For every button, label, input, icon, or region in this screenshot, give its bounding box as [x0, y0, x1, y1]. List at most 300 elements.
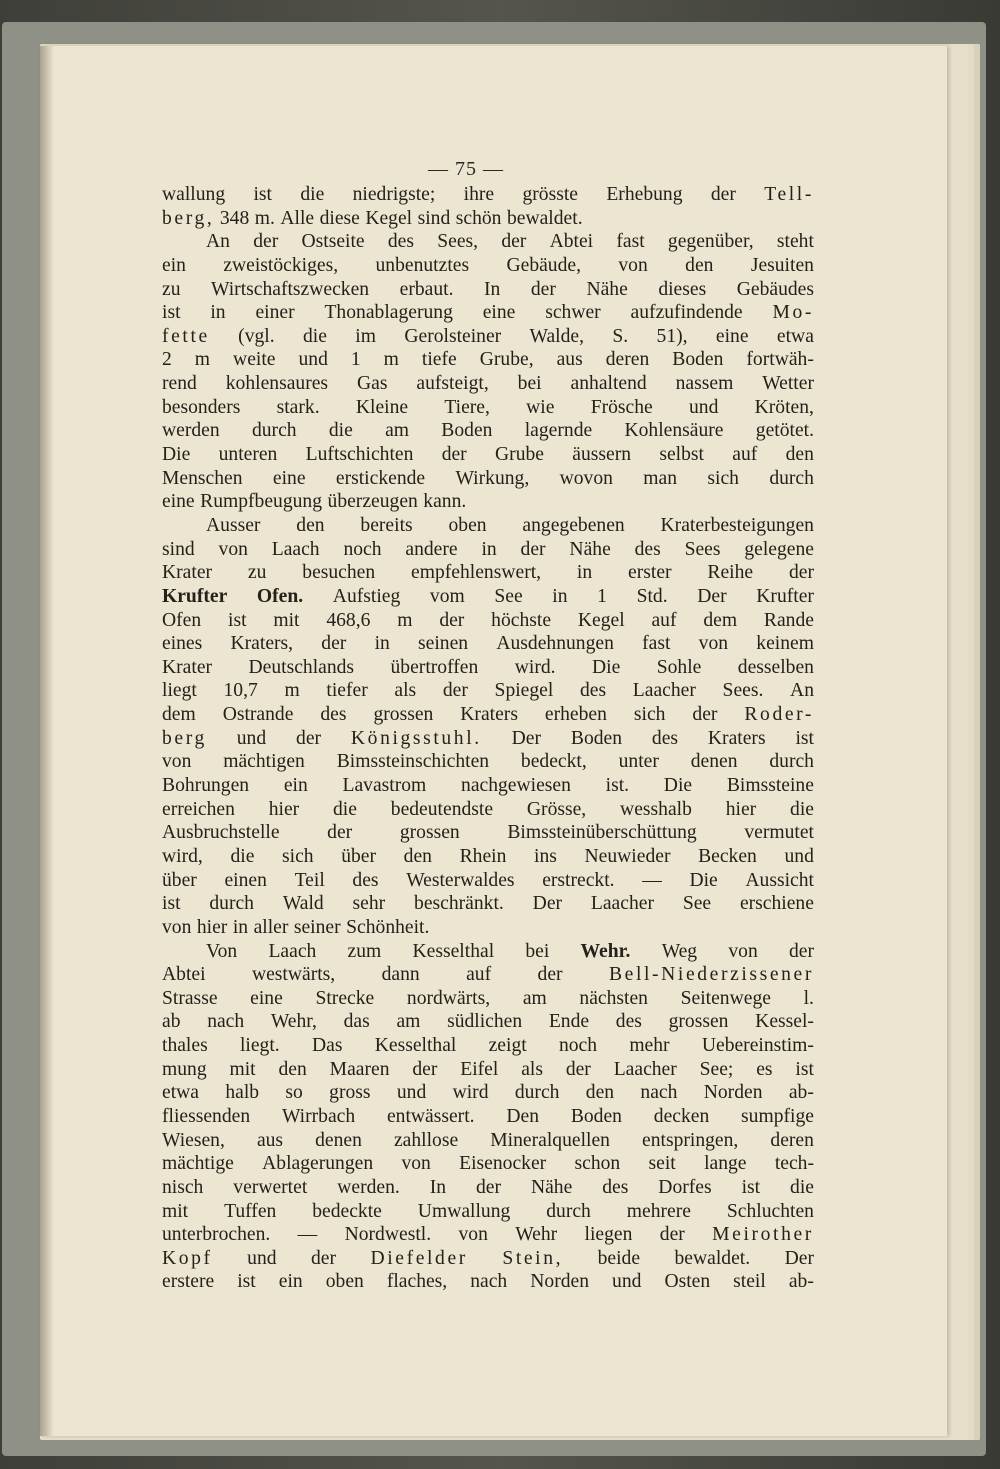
word: liegt. — [239, 1035, 280, 1057]
word: das — [343, 1011, 370, 1033]
word: diese — [319, 207, 360, 229]
word: ist — [253, 184, 272, 205]
word: schwer — [545, 302, 601, 324]
text-line — [162, 538, 814, 562]
word: Bell-Niederzissener — [608, 964, 814, 986]
word: tiefe — [421, 349, 457, 371]
word: eines — [162, 633, 203, 655]
word: der — [537, 964, 563, 986]
word: ein — [162, 254, 186, 276]
word: Der — [784, 1247, 814, 1269]
word: bewaldet. — [674, 1247, 751, 1269]
word: Ostrande — [222, 704, 294, 726]
word: Tuffen — [224, 1200, 277, 1222]
word: der — [530, 278, 556, 300]
word: sumpfige — [741, 1105, 814, 1127]
word: Ausbruchstelle — [162, 822, 280, 844]
word: mächtigen — [223, 751, 305, 773]
word: ins — [534, 845, 557, 867]
word: Alle — [280, 207, 315, 229]
text-line — [162, 1034, 814, 1058]
word: südlichen — [447, 1011, 523, 1033]
word: unter — [618, 751, 659, 773]
word: Tell- — [764, 184, 814, 205]
word: Gebäude, — [506, 254, 581, 276]
word: getötet. — [755, 420, 814, 442]
word: Mineralquellen — [490, 1129, 610, 1151]
word: entspringen, — [642, 1129, 739, 1151]
word: beschränkt. — [414, 893, 504, 915]
word: rend — [162, 373, 197, 395]
word: bereits — [360, 514, 413, 536]
word: der — [788, 940, 814, 962]
word: vermutet — [744, 822, 814, 844]
word: werden. — [337, 1176, 400, 1198]
word: seit — [648, 1153, 676, 1175]
word: angegebenen — [522, 514, 625, 536]
word: hier — [725, 798, 757, 820]
word: lange — [704, 1153, 747, 1175]
word: aller — [253, 916, 289, 938]
word: Abtei — [162, 964, 206, 986]
text-line — [162, 1270, 814, 1294]
word: aus — [256, 1129, 284, 1151]
word: berg — [162, 727, 207, 749]
word: Kohlensäure — [624, 420, 724, 442]
word: bei — [525, 940, 550, 962]
word: des — [352, 869, 379, 891]
word: l. — [803, 987, 814, 1009]
word: Gerolsteiner — [404, 325, 502, 347]
word: nisch — [162, 1176, 204, 1198]
word: der — [501, 231, 527, 253]
word: eine — [482, 302, 516, 324]
text-line — [162, 1081, 814, 1105]
word: Osten — [664, 1271, 711, 1293]
word: der — [327, 822, 353, 844]
body-text — [162, 183, 814, 1294]
word: wallung — [162, 184, 226, 205]
word: von — [218, 538, 248, 560]
word: Norden — [703, 1082, 763, 1104]
text-line — [162, 703, 814, 727]
word: steil — [733, 1271, 766, 1293]
word: aufsteigt, — [416, 373, 489, 395]
word: dieses — [658, 278, 707, 300]
word: unterbrochen. — [162, 1224, 271, 1246]
word: Diefelder — [370, 1247, 468, 1269]
word: die — [333, 798, 357, 820]
word: die — [230, 845, 255, 867]
word: des — [387, 231, 414, 253]
word: Thonablagerung — [324, 302, 453, 324]
word: sind — [162, 538, 195, 560]
word: es — [756, 1058, 773, 1080]
word: am — [522, 987, 547, 1009]
word: Schönheit. — [346, 916, 430, 938]
word: Teil — [294, 869, 325, 891]
word: besonders — [162, 396, 241, 418]
word: fast — [642, 633, 671, 655]
word: von — [698, 633, 729, 655]
text-line — [162, 940, 814, 964]
word: auf — [651, 609, 677, 631]
text-line — [162, 869, 814, 893]
word: seiner — [293, 916, 341, 938]
word: durch — [514, 1082, 560, 1104]
word: Krater — [162, 562, 213, 584]
text-line — [162, 750, 814, 774]
word: dann — [381, 964, 420, 986]
word: beide — [597, 1247, 641, 1269]
word: der — [659, 1224, 685, 1246]
word: ist — [162, 893, 181, 915]
word: Kraterbesteigungen — [660, 514, 814, 536]
word: Wehr, — [270, 1011, 317, 1033]
word: Westerwaldes — [406, 869, 515, 891]
word: Sees, — [437, 231, 479, 253]
word: nassem — [675, 373, 734, 395]
word: des — [634, 538, 661, 560]
book-page — [40, 46, 947, 1436]
text-line — [162, 656, 814, 680]
word: Kesselthal — [412, 940, 495, 962]
word: wovon — [559, 467, 613, 489]
word: den — [585, 1082, 615, 1104]
word: See; — [699, 1058, 734, 1080]
word: 1 — [350, 349, 361, 371]
word: Laacher — [590, 893, 654, 915]
word: der — [565, 1058, 591, 1080]
word: ab- — [788, 1271, 814, 1293]
text-line — [162, 632, 814, 656]
word: der — [321, 633, 347, 655]
word: denen — [315, 1129, 362, 1151]
word: noch — [558, 1035, 598, 1057]
word: Deutschlands — [248, 656, 355, 678]
word: erheben — [544, 704, 607, 726]
word: grossen — [373, 704, 434, 726]
word: Wiesen, — [162, 1129, 225, 1151]
text-line — [162, 372, 814, 396]
text-line — [162, 278, 814, 302]
word: Sees. — [722, 680, 764, 702]
word: zeigt — [488, 1035, 527, 1057]
word: Aufstieg — [332, 585, 401, 607]
word: decken — [653, 1105, 710, 1127]
word: gross — [329, 1082, 371, 1104]
word: noch — [343, 538, 382, 560]
word: Uebereinstim- — [701, 1035, 814, 1057]
word: Rumpfbeugung — [200, 491, 323, 513]
word: Die — [591, 656, 621, 678]
word: zu — [247, 562, 267, 584]
text-line — [162, 1176, 814, 1200]
word: stark. — [276, 396, 320, 418]
word: den — [685, 254, 714, 276]
word: Becken — [698, 845, 757, 867]
word: Boden — [672, 349, 724, 371]
word: Abtei — [549, 231, 594, 253]
word: denen — [690, 751, 738, 773]
word: Der — [532, 893, 563, 915]
word: grösste — [522, 184, 578, 205]
word: Ausdehnungen — [496, 633, 614, 655]
word: aus — [556, 349, 583, 371]
word: 10,7 — [223, 680, 258, 702]
word: Boden — [570, 1105, 622, 1127]
word: Kraters — [460, 704, 518, 726]
text-line — [162, 609, 814, 633]
word: tech- — [774, 1153, 814, 1175]
text-line — [162, 207, 814, 231]
word: dem — [162, 704, 196, 726]
word: und — [396, 1082, 427, 1104]
word: Rande — [763, 609, 814, 631]
word: den — [296, 514, 325, 536]
text-line — [162, 774, 814, 798]
text-line — [162, 1223, 814, 1247]
word: See — [682, 893, 712, 915]
word: Laacher — [632, 680, 696, 702]
word: der — [439, 609, 465, 631]
word: sich — [707, 467, 739, 489]
word: Reihe — [707, 562, 754, 584]
word: Königsstuhl. — [350, 727, 482, 749]
word: von — [162, 916, 192, 938]
word: Kessel- — [755, 1011, 814, 1033]
word: und — [236, 727, 267, 749]
word: über — [341, 845, 377, 867]
word: m — [194, 349, 211, 371]
word: Spiegel — [494, 680, 554, 702]
word: Kleine — [355, 396, 409, 418]
word: der — [475, 1176, 502, 1198]
word: m — [284, 680, 300, 702]
word: Jesuiten — [750, 254, 814, 276]
word: hier — [196, 916, 228, 938]
text-line — [162, 443, 814, 467]
word: sind — [417, 207, 451, 229]
word: 348 — [219, 207, 250, 229]
word: Kopf — [162, 1247, 213, 1269]
text-line — [162, 325, 814, 349]
word: ist — [795, 727, 814, 749]
word: am — [396, 1011, 421, 1033]
word: Grube — [495, 444, 544, 466]
word: die — [790, 1176, 814, 1198]
word: Laacher — [613, 1058, 677, 1080]
word: etwa — [162, 1082, 199, 1104]
word: ab- — [788, 1082, 814, 1104]
word: mehr — [629, 1035, 670, 1057]
word: als — [394, 680, 417, 702]
word: nach — [470, 1271, 508, 1293]
word: durch — [769, 751, 814, 773]
word: westwärts, — [251, 964, 336, 986]
word: Wetter — [762, 373, 814, 395]
word: einen — [224, 869, 267, 891]
word: als — [521, 1058, 543, 1080]
word: Std. — [636, 585, 668, 607]
word: von — [728, 940, 758, 962]
word: überzeugen — [327, 491, 418, 513]
word: des — [580, 680, 607, 702]
word: An — [206, 231, 230, 253]
word: Boden — [441, 420, 493, 442]
word: Wehr — [515, 1224, 558, 1246]
word: grossen — [399, 822, 460, 844]
word: der — [253, 231, 279, 253]
word: 1 — [597, 585, 607, 607]
text-line — [162, 1058, 814, 1082]
word: und — [247, 1247, 277, 1269]
word: so — [285, 1082, 303, 1104]
word: Aussicht — [745, 869, 814, 891]
word: in — [374, 633, 390, 655]
word: Menschen — [162, 467, 243, 489]
word: Rhein — [459, 845, 507, 867]
word: der — [441, 444, 467, 466]
word: werden — [162, 420, 220, 442]
word: wird, — [162, 845, 203, 867]
word: eine — [715, 325, 749, 347]
word: Das — [311, 1035, 343, 1057]
word: zum — [347, 940, 382, 962]
text-line — [162, 254, 814, 278]
text-line — [162, 1200, 814, 1224]
word: Nordwestl. — [344, 1224, 432, 1246]
word: Eifel — [460, 1058, 499, 1080]
word: erbaut. — [399, 278, 454, 300]
word: keinem — [756, 633, 814, 655]
word: Tiere, — [444, 396, 490, 418]
word: 2 — [162, 349, 172, 371]
word: von — [162, 751, 192, 773]
word: In — [484, 278, 501, 300]
word: von — [618, 254, 648, 276]
word: lagernde — [524, 420, 593, 442]
word: Nähe — [586, 278, 628, 300]
word: nordwärts, — [406, 987, 491, 1009]
word: Kraters, — [230, 633, 294, 655]
word: An — [790, 680, 814, 702]
word: m. — [254, 207, 275, 229]
page-gutter — [40, 46, 54, 1436]
word: Wirrbach — [281, 1105, 356, 1127]
word: Ofen. — [256, 585, 304, 607]
word: am — [385, 420, 410, 442]
word: Bimssteinüberschüttung — [507, 822, 697, 844]
word: zweistöckiges, — [223, 254, 339, 276]
word: den — [785, 444, 814, 466]
word: kann. — [423, 491, 467, 513]
word: der — [520, 538, 546, 560]
word: liegt — [162, 680, 197, 702]
word: See — [494, 585, 523, 607]
word: anhaltend — [570, 373, 647, 395]
word: zu — [162, 278, 181, 300]
word: der — [788, 562, 814, 584]
word: steht — [776, 231, 814, 253]
text-line — [162, 727, 814, 751]
word: Von — [206, 940, 238, 962]
word: äussern — [572, 444, 632, 466]
word: 468,6 — [326, 609, 371, 631]
text-line — [162, 1152, 814, 1176]
word: mehrere — [626, 1200, 691, 1222]
text-line — [162, 561, 814, 585]
word: bedeckte — [312, 1200, 382, 1222]
word: erstickende — [335, 467, 426, 489]
word: Gebäudes — [736, 278, 814, 300]
word: die — [300, 184, 325, 205]
text-line — [162, 1105, 814, 1129]
word: Lavastrom — [342, 775, 427, 797]
word: Weg — [661, 940, 698, 962]
word: auf — [466, 964, 492, 986]
word: auf — [732, 444, 758, 466]
word: fortwäh- — [746, 349, 814, 371]
word: nächsten — [579, 987, 648, 1009]
word: dem — [703, 609, 738, 631]
word: der — [442, 680, 468, 702]
word: grossen — [668, 1011, 729, 1033]
word: gelegene — [744, 538, 814, 560]
word: Ablagerungen — [262, 1153, 374, 1175]
word: den — [278, 1058, 307, 1080]
word: Mo- — [772, 302, 814, 324]
word: Bohrungen — [162, 775, 250, 797]
word: berg, — [162, 207, 215, 229]
word: sich — [633, 704, 666, 726]
word: ab — [162, 1011, 181, 1033]
word: bedeckt, — [520, 751, 587, 773]
word: Umwallung — [417, 1200, 511, 1222]
word: flaches, — [386, 1271, 448, 1293]
word: Sees — [684, 538, 721, 560]
word: — — [642, 869, 662, 891]
word: ist — [795, 1058, 814, 1080]
word: deren — [770, 1129, 814, 1151]
word: man — [643, 467, 678, 489]
word: durch — [251, 420, 297, 442]
word: in — [481, 538, 497, 560]
word: nachgewiesen — [461, 775, 571, 797]
word: der — [412, 1058, 438, 1080]
word: ist — [162, 302, 181, 324]
word: durch — [546, 1200, 591, 1222]
word: niedrigste; — [352, 184, 436, 205]
word: durch — [769, 467, 814, 489]
word: und — [784, 845, 814, 867]
word: der — [296, 727, 322, 749]
word: in — [576, 562, 593, 584]
word: erster — [628, 562, 672, 584]
word: zahllose — [393, 1129, 459, 1151]
word: desselben — [737, 656, 814, 678]
word: Der — [511, 727, 541, 749]
word: wie — [526, 396, 555, 418]
word: seinen — [418, 633, 469, 655]
word: kohlensaures — [225, 373, 329, 395]
word: ist — [741, 1176, 761, 1198]
word: sich — [282, 845, 314, 867]
word: Den — [506, 1105, 540, 1127]
word: Maaren — [329, 1058, 390, 1080]
word: Ofen — [162, 609, 202, 631]
word: Boden — [570, 727, 623, 749]
